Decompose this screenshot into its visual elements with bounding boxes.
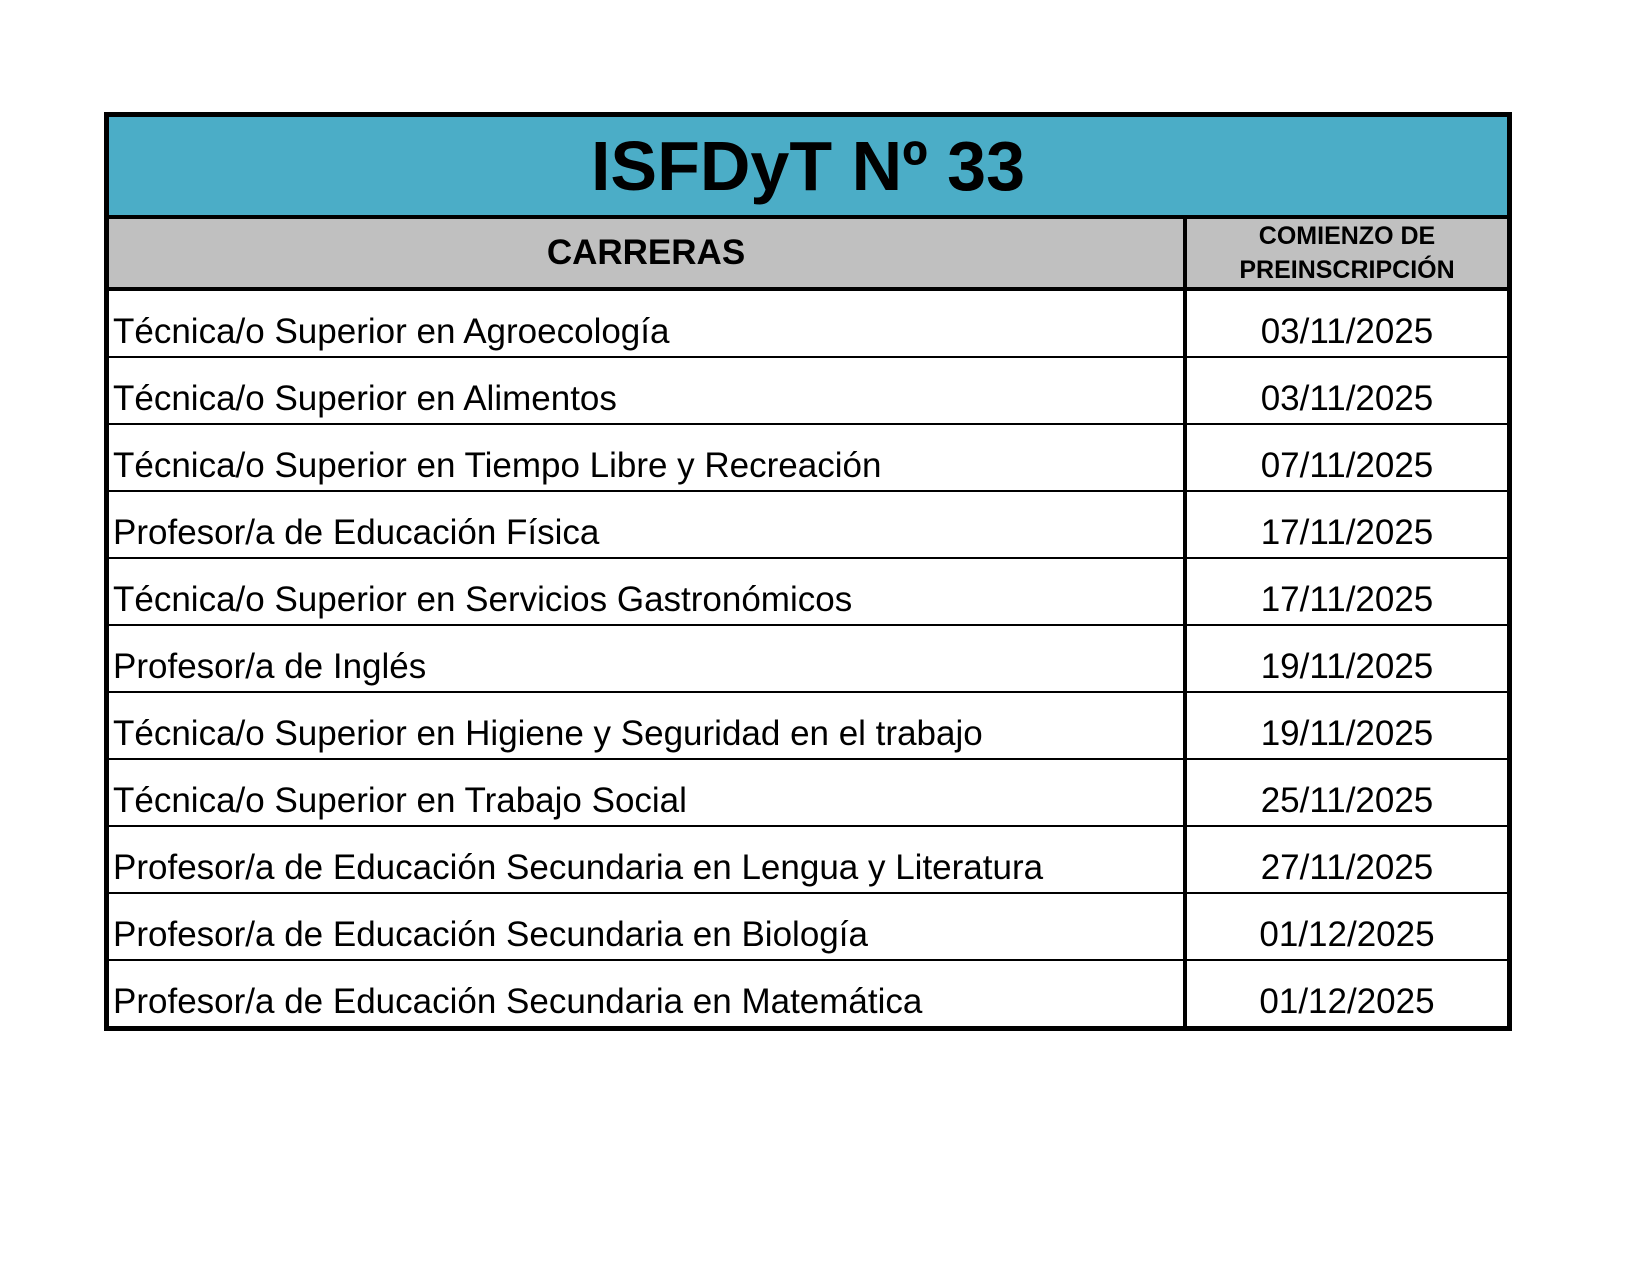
- table-row: [109, 693, 1507, 760]
- table-row: [109, 626, 1507, 693]
- start-date: 01/12/2025: [1259, 915, 1435, 954]
- table-row: [109, 358, 1507, 425]
- start-date: 19/11/2025: [1260, 647, 1434, 686]
- careers-table: [104, 112, 1512, 1031]
- table-row: [109, 827, 1507, 894]
- start-date: 17/11/2025: [1260, 513, 1434, 552]
- start-date: 25/11/2025: [1260, 781, 1434, 820]
- start-date: 19/11/2025: [1260, 714, 1434, 753]
- table-row: [109, 894, 1507, 961]
- career-name: Técnica/o Superior en Servicios Gastronómicos: [109, 559, 1187, 624]
- table-row: [109, 291, 1507, 358]
- career-name: Profesor/a de Inglés: [109, 626, 1187, 691]
- career-name: Técnica/o Superior en Agroecología: [109, 291, 1187, 356]
- header-start-date: [1187, 219, 1507, 287]
- start-date: 27/11/2025: [1260, 848, 1434, 887]
- start-date: 03/11/2025: [1260, 379, 1434, 418]
- career-name: Profesor/a de Educación Física: [109, 492, 1187, 557]
- career-name: Técnica/o Superior en Higiene y Seguridad en el trabajo: [109, 693, 1187, 758]
- table-title: ISFDyT Nº 33: [109, 117, 1507, 219]
- table-row: [109, 760, 1507, 827]
- start-date: 01/12/2025: [1259, 982, 1435, 1021]
- table-row: [109, 961, 1507, 1026]
- start-date: 07/11/2025: [1260, 446, 1434, 485]
- table-row: [109, 559, 1507, 626]
- header-start-date-line2: PREINSCRIPCIÓN: [1239, 256, 1455, 284]
- header-start-date-line1: COMIENZO DE: [1258, 222, 1436, 250]
- start-date: 03/11/2025: [1260, 312, 1434, 351]
- table-row: [109, 425, 1507, 492]
- career-name: Técnica/o Superior en Tiempo Libre y Recreación: [109, 425, 1187, 490]
- start-date: 17/11/2025: [1260, 580, 1434, 619]
- header-careers: CARRERAS: [109, 219, 1187, 287]
- table-header-row: [109, 219, 1507, 291]
- table-row: [109, 492, 1507, 559]
- career-name: Profesor/a de Educación Secundaria en Matemática: [109, 961, 1187, 1026]
- career-name: Profesor/a de Educación Secundaria en Lengua y Literatura: [109, 827, 1187, 892]
- career-name: Profesor/a de Educación Secundaria en Biología: [109, 894, 1187, 959]
- career-name: Técnica/o Superior en Alimentos: [109, 358, 1187, 423]
- table-body: [109, 291, 1507, 1026]
- career-name: Técnica/o Superior en Trabajo Social: [109, 760, 1187, 825]
